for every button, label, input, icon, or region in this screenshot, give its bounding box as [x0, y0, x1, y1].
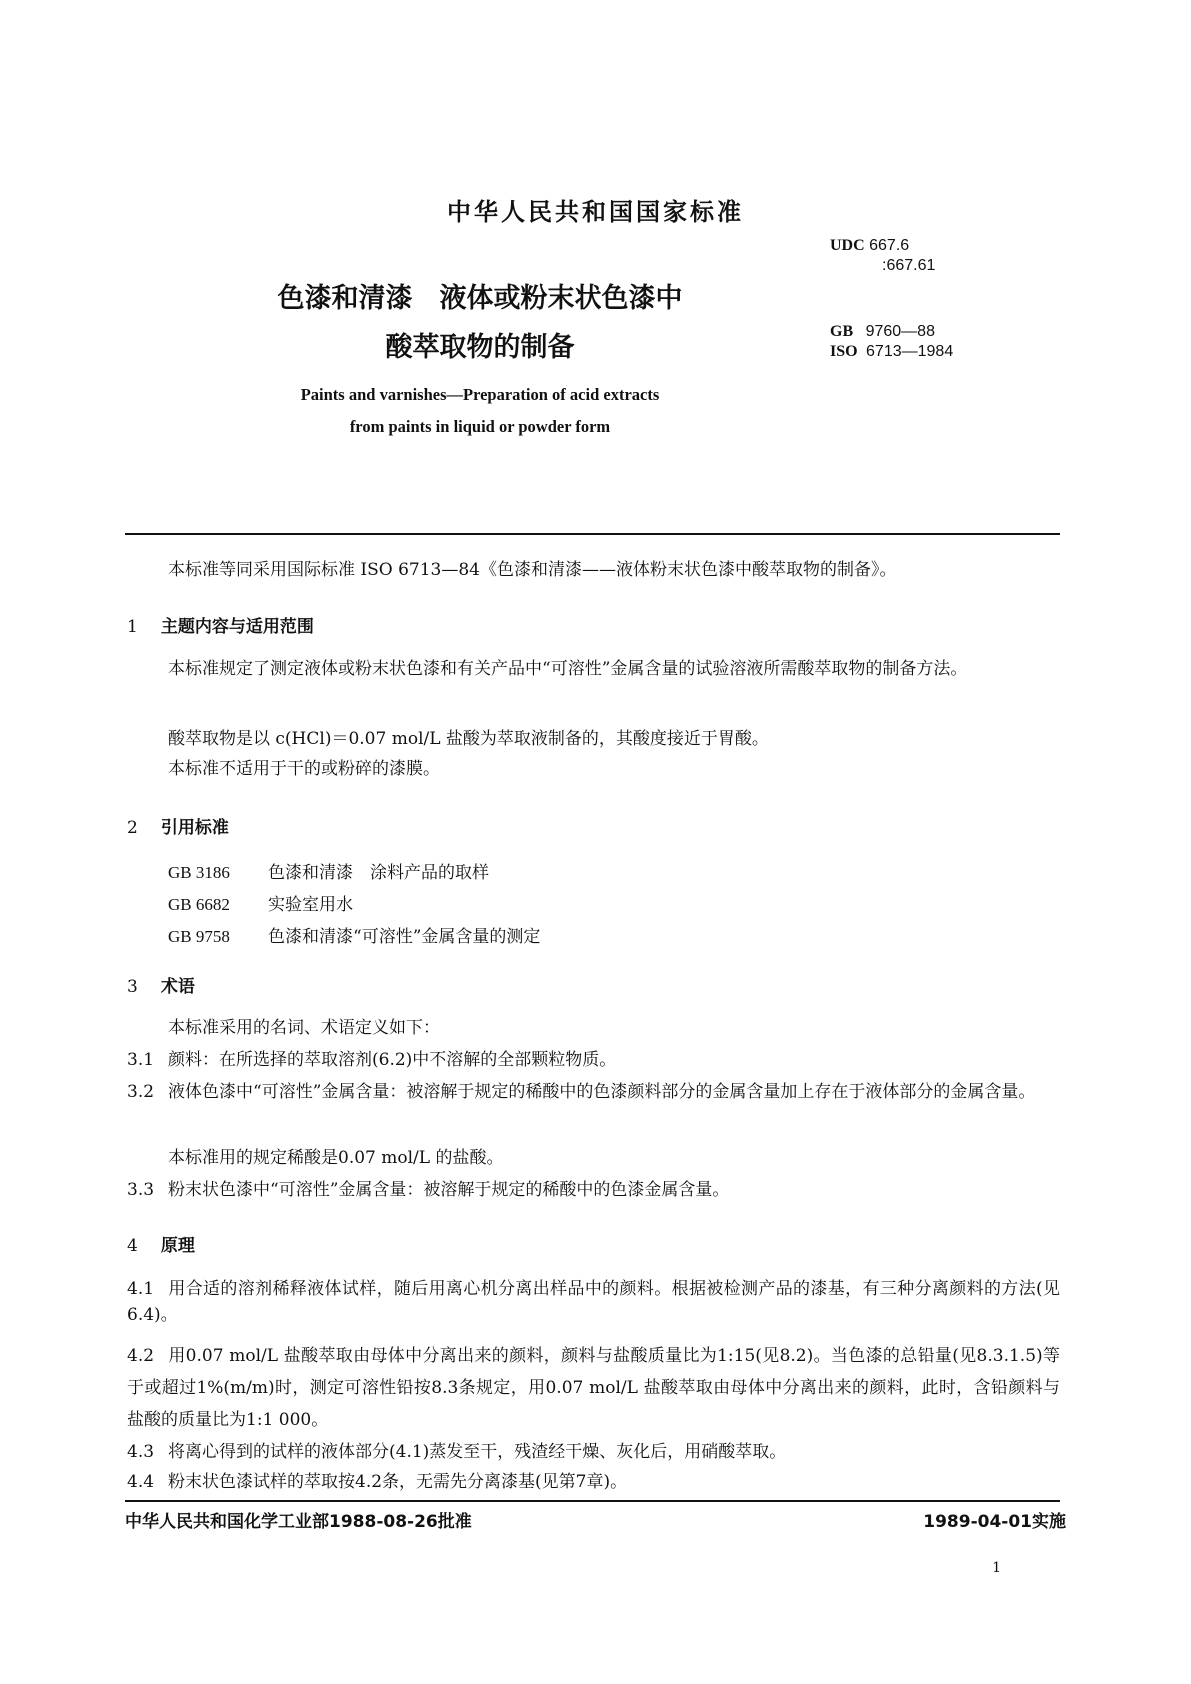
clause-text: 将离心得到的试样的液体部分(4.1)蒸发至干，残渣经干燥、灰化后，用硝酸萃取。	[168, 1442, 787, 1462]
reference-title: 实验室用水	[268, 895, 353, 915]
clause-text: 粉末状色漆中“可溶性”金属含量：被溶解于规定的稀酸中的色漆金属含量。	[168, 1180, 730, 1200]
section-3-intro: 本标准采用的名词、术语定义如下：	[168, 1018, 440, 1038]
iso-label: ISO	[830, 343, 858, 360]
section-1-para-1: 本标准规定了测定液体或粉末状色漆和有关产品中“可溶性”金属含量的试验溶液所需酸萃取物的制备方法。	[168, 659, 968, 679]
gb-number: 9760—88	[865, 323, 935, 340]
reference-code: GB 3186	[168, 863, 230, 882]
clause-number: 3.3	[127, 1180, 155, 1200]
udc-value-2: :667.61	[882, 257, 936, 274]
section-3-title: 术语	[160, 977, 195, 997]
clause-text: 用0.07 mol/L 盐酸萃取由母体中分离出来的颜料，颜料与盐酸质量比为1:15(见8.2)。当色漆的总铅量(见8.3.1.5)等于或超过1%(m/m)时，测定可溶性铅按8.3条规定，用0.07 mol/L 盐酸萃取由母体中分离出来的颜料，此时，含铅颜料与盐酸的质量比为1:1 000。	[127, 1346, 1060, 1430]
gb-label: GB	[830, 323, 854, 340]
section-3-heading	[127, 972, 195, 997]
reference-code: GB 6682	[168, 895, 230, 914]
footer-divider	[125, 1500, 1060, 1502]
clause-number: 3.1	[127, 1050, 155, 1070]
clause-4-2	[127, 1340, 1060, 1436]
section-2-heading	[127, 813, 229, 838]
reference-title: 色漆和清漆 涂料产品的取样	[268, 863, 489, 883]
clause-3-1	[127, 1047, 616, 1073]
header-divider	[125, 533, 1060, 535]
section-3-number: 3	[127, 977, 138, 997]
section-1-title: 主题内容与适用范围	[160, 617, 314, 637]
clause-text: 粉末状色漆试样的萃取按4.2条，无需先分离漆基(见第7章)。	[168, 1472, 628, 1492]
standard-numbers	[830, 322, 953, 362]
section-1-para-2: 酸萃取物是以 c(HCl)＝0.07 mol/L 盐酸为萃取液制备的，其酸度接近于胃酸。	[168, 729, 769, 749]
section-1-heading	[127, 612, 314, 637]
reference-title: 色漆和清漆“可溶性”金属含量的测定	[268, 927, 541, 947]
clause-3-3	[127, 1177, 729, 1203]
national-standard-header: 中华人民共和国国家标准	[447, 198, 744, 226]
title-cn-line2: 酸萃取物的制备	[385, 332, 575, 363]
clause-4-1	[127, 1276, 1060, 1328]
clause-text: 颜料：在所选择的萃取溶剂(6.2)中不溶解的全部颗粒物质。	[168, 1050, 617, 1070]
clause-number: 4.2	[127, 1346, 155, 1366]
approval-statement: 中华人民共和国化学工业部1988-08-26批准	[125, 1512, 472, 1532]
section-4-heading	[127, 1231, 195, 1256]
clause-3-2-note: 本标准用的规定稀酸是0.07 mol/L 的盐酸。	[168, 1148, 504, 1168]
reference-item	[168, 858, 489, 883]
clause-3-2	[127, 1079, 1060, 1105]
section-2-title: 引用标准	[160, 818, 229, 838]
section-1-para-3: 本标准不适用于干的或粉碎的漆膜。	[168, 759, 440, 779]
title-cn-line1: 色漆和清漆 液体或粉末状色漆中	[277, 283, 683, 314]
clause-4-3	[127, 1439, 786, 1465]
section-4-title: 原理	[160, 1236, 195, 1256]
section-1-number: 1	[127, 617, 138, 637]
clause-number: 4.3	[127, 1442, 155, 1462]
clause-text: 用合适的溶剂稀释液体试样，随后用离心机分离出样品中的颜料。根据被检测产品的漆基，有三种分离颜料的方法(见6.4)。	[127, 1279, 1060, 1325]
title-en-line1: Paints and varnishes—Preparation of acid extracts	[300, 385, 660, 404]
clause-text: 液体色漆中“可溶性”金属含量：被溶解于规定的稀酸中的色漆颜料部分的金属含量加上存在于液体部分的金属含量。	[168, 1082, 1036, 1102]
page-number: 1	[992, 1560, 1001, 1576]
clause-number: 3.2	[127, 1082, 155, 1102]
udc-label: UDC	[830, 237, 865, 254]
reference-item	[168, 890, 353, 915]
iso-number: 6713—1984	[866, 343, 954, 360]
clause-number: 4.1	[127, 1279, 155, 1299]
section-4-number: 4	[127, 1236, 138, 1256]
udc-code	[830, 236, 935, 276]
title-en-line2: from paints in liquid or powder form	[349, 417, 611, 436]
effective-date: 1989-04-01实施	[923, 1512, 1066, 1532]
section-2-number: 2	[127, 818, 138, 838]
clause-number: 4.4	[127, 1472, 155, 1492]
reference-item	[168, 922, 540, 947]
intro-paragraph: 本标准等同采用国际标准 ISO 6713—84《色漆和清漆——液体粉末状色漆中酸萃取物的制备》。	[168, 560, 897, 580]
udc-value-1: 667.6	[869, 237, 910, 254]
reference-code: GB 9758	[168, 927, 230, 946]
clause-4-4	[127, 1469, 627, 1495]
